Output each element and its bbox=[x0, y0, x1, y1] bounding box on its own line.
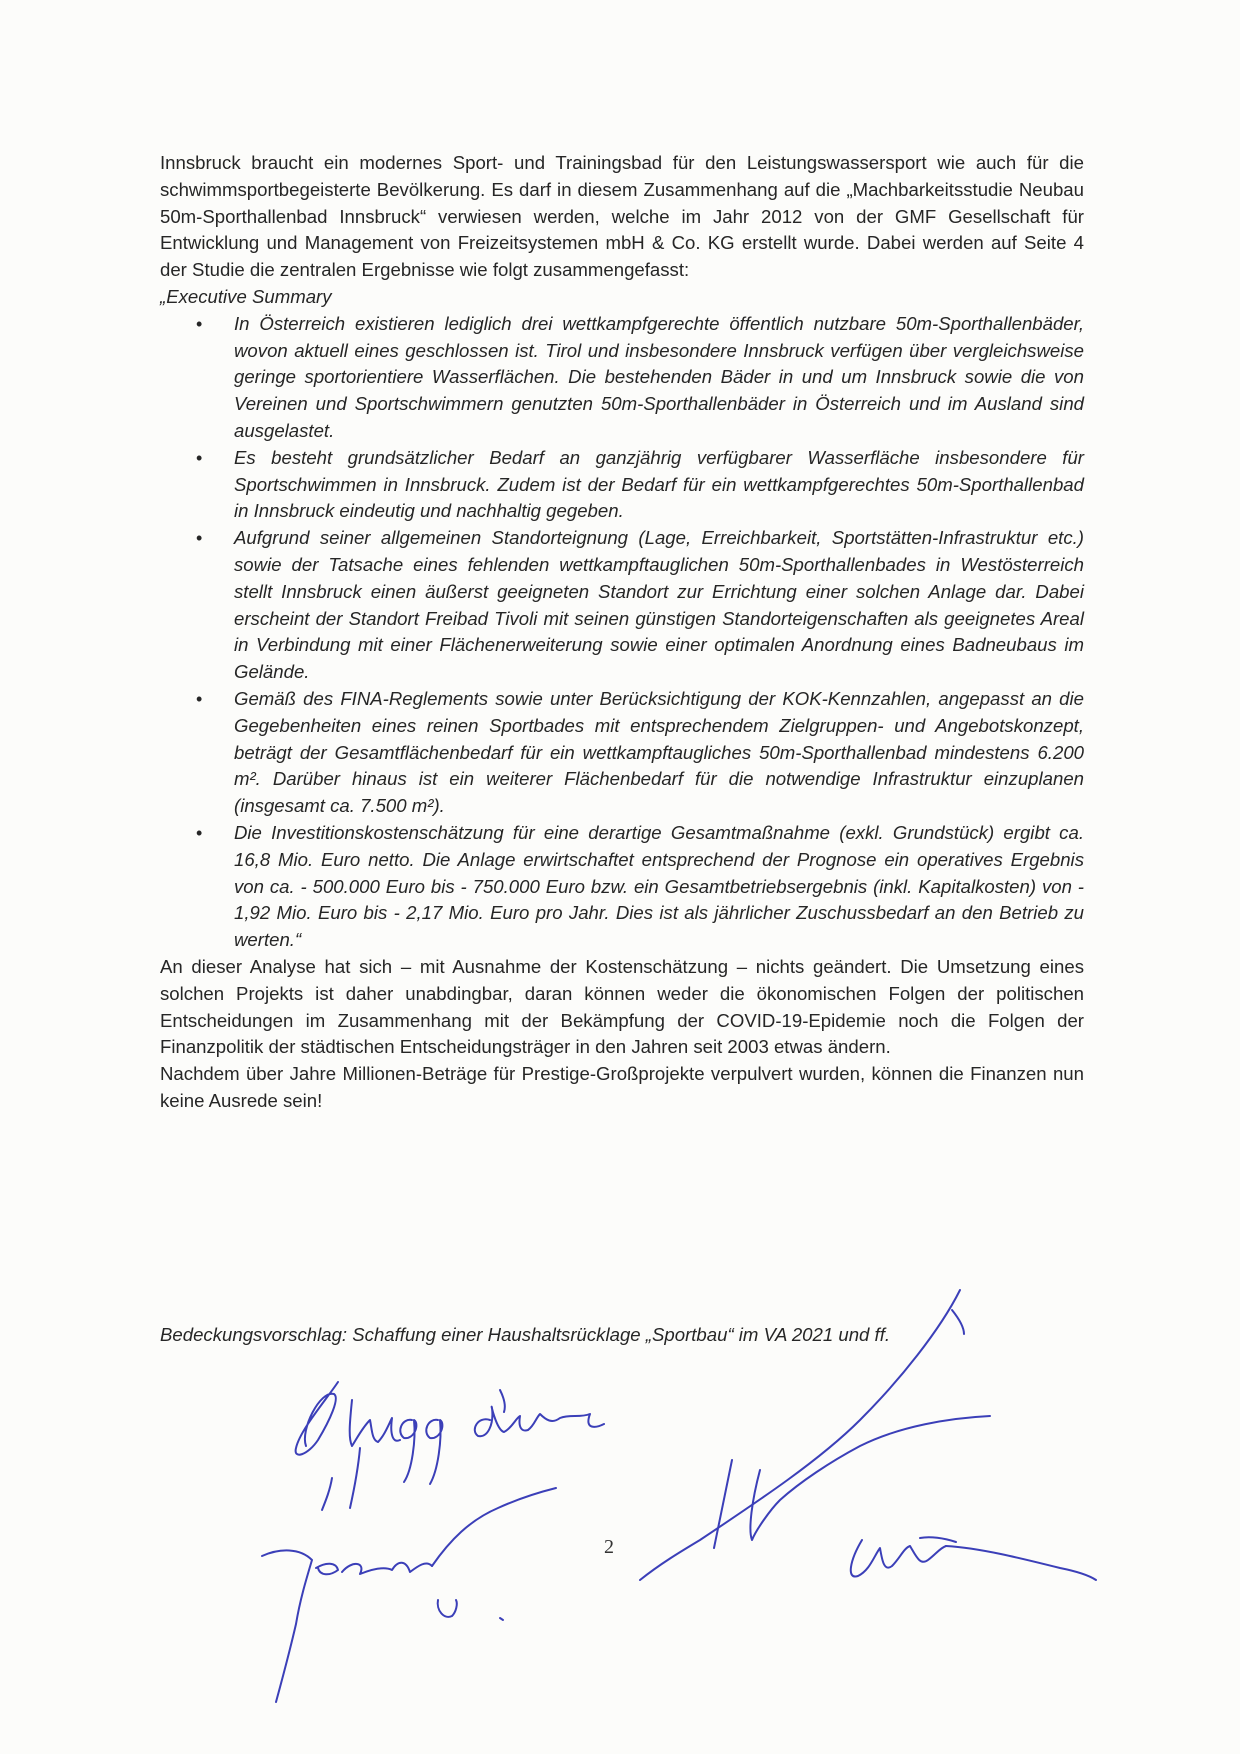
executive-summary-heading: „Executive Summary bbox=[160, 285, 332, 307]
analysis-paragraph: An dieser Analyse hat sich – mit Ausnahme der Kostenschätzung – nichts geändert. Die Umsetzung eines solchen Projekts ist daher unabdingbar, daran können weder die ökonomischen Folgen der politischen Entscheidungen im Zusammenhang mit der Bekämpfung der COVID-19-Epidemie noch die Folgen der Finanzpolitik der städtischen Entscheidungsträger in den Jahren seit 2003 etwas ändern. bbox=[160, 955, 1084, 1058]
summary-bullet-5: • Die Investitionskostenschätzung für eine derartige Gesamtmaßnahme (exkl. Grundstück) ergibt ca. 16,8 Mio. Euro netto. Die Anlage erwirtschaftet entsprechend der Prognose ein operatives Ergebnis von ca. - 500.000 Euro bis - 750.000 Euro bzw. ein Gesamtbetriebsergebnis (inkl. Kapitalkosten) von - 1,92 Mio. Euro bis - 2,17 Mio. Euro pro Jahr. Dies ist als jährlicher Zuschussbedarf an den Betrieb zu werten.“ bbox=[234, 820, 1084, 954]
summary-bullet-4: • Gemäß des FINA-Reglements sowie unter Berücksichtigung der KOK-Kennzahlen, angepasst an die Gegebenheiten eines reinen Sportbades mit entsprechendem Zielgruppen- und Angebotskonzept, beträgt der Gesamtflächenbedarf für ein wettkampftaugliches 50m-Sporthallenbad mindestens 6.200 m². Darüber hinaus ist ein weiterer Flächenbedarf für die notwendige Infrastruktur einzuplanen (insgesamt ca. 7.500 m²). bbox=[234, 686, 1084, 820]
coverage-proposal: Bedeckungsvorschlag: Schaffung einer Haushaltsrücklage „Sportbau“ im VA 2021 und ff. bbox=[160, 1324, 891, 1345]
intro-paragraph: Innsbruck braucht ein modernes Sport- und Trainingsbad für den Leistungswassersport wie auch für die schwimmsportbegeisterte Bevölkerung. Es darf in diesem Zusammenhang auf die „Machbarkeitsstudie Neubau 50m-Sporthallenbad Innsbruck“ verwiesen werden, welche im Jahr 2012 von der GMF Gesellschaft für Entwicklung und Management von Freizeitsystemen mbH & Co. KG erstellt wurde. Dabei werden auf Seite 4 der Studie die zentralen Ergebnisse wie folgt zusammengefasst: bbox=[160, 152, 1084, 281]
page-number: 2 bbox=[604, 1536, 614, 1558]
signature-haugg-andrea bbox=[296, 1382, 604, 1508]
summary-bullet-3: • Aufgrund seiner allgemeinen Standorteignung (Lage, Erreichbarkeit, Sportstätten-Infrastruktur etc.) sowie der Tatsache eines fehlenden wettkampftauglichen 50m-Sporthallenbades in Westösterreich stellt Innsbruck einen äußerst geeigneten Standort zur Errichtung einer solchen Anlage dar. Dabei erscheint der Standort Freibad Tivoli mit seinen günstigen Standorteigenschaften als geeignetes Areal in Verbindung mit einer Flächenerweiterung sowie einer optimalen Anordnung eines Badneubaus im Gelände. bbox=[234, 525, 1084, 686]
summary-bullet-2: • Es besteht grundsätzlicher Bedarf an ganzjährig verfügbarer Wasserfläche insbesondere für Sportschwimmen in Innsbruck. Zudem ist der Bedarf für ein wettkampfgerechtes 50m-Sporthallenbad in Innsbruck eindeutig und nachhaltig gegeben. bbox=[234, 445, 1084, 525]
summary-bullet-1: • In Österreich existieren lediglich drei wettkampfgerechte öffentlich nutzbare 50m-Sporthallenbäder, wovon aktuell eines geschlossen ist. Tirol und insbesondere Innsbruck verfügen über vergleichsweise geringe sportorientiere Wasserflächen. Die bestehenden Bäder in und um Innsbruck sowie die von Vereinen und Sportschwimmern genutzten 50m-Sporthallenbäder in Österreich und im Ausland sind ausgelastet. bbox=[234, 311, 1084, 445]
signature-center-right bbox=[640, 1290, 1096, 1580]
signature-lower-left bbox=[262, 1478, 556, 1702]
closing-paragraph: Nachdem über Jahre Millionen-Beträge für Prestige-Großprojekte verpulvert wurden, können die Finanzen nun keine Ausrede sein! bbox=[160, 1063, 1084, 1111]
